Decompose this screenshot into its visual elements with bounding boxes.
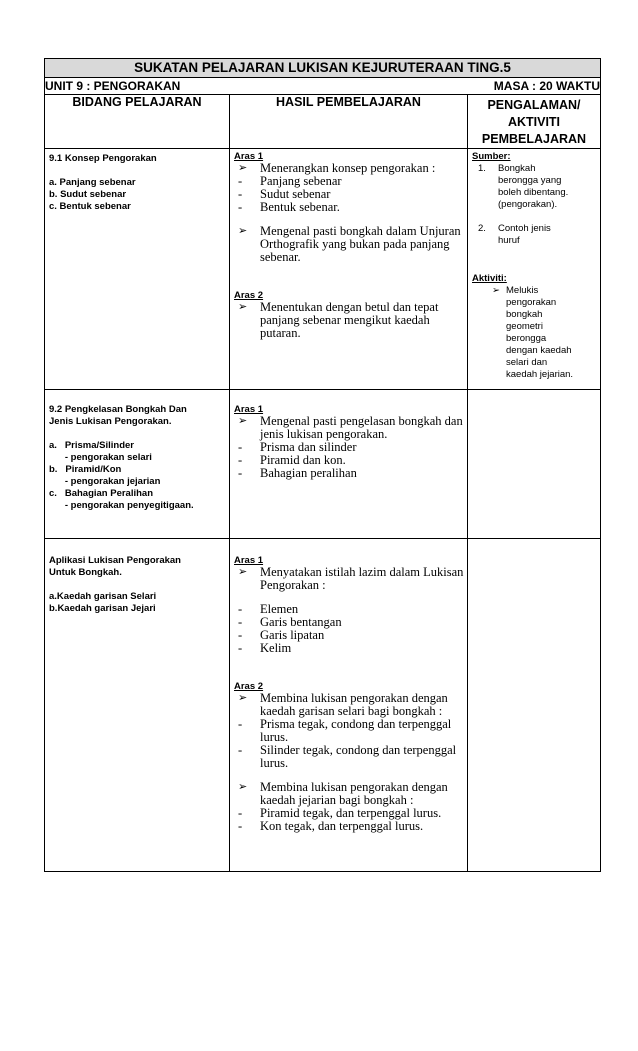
bidang-cell [45,390,230,539]
outcome-bullet [234,566,463,592]
pengalaman-cell [468,149,601,390]
dash-text: lurus. [260,756,289,770]
dash-text: Kon tegak, dan terpenggal lurus. [260,819,424,833]
dash-text: Kelim [260,641,292,655]
outcome-text: jenis lukisan pengorakan. [260,427,388,441]
outcome-dash-item: - Kon tegak, dan terpenggal lurus. [238,819,424,833]
bidang-item: a.Kaedah garisan Selari [49,591,157,602]
sumber-text: boleh dibentang. [498,187,569,198]
aras-label: Aras 1 [234,151,264,162]
outcome-text: kaedah jejarian bagi bongkah : [260,793,414,807]
bidang-title: Jenis Lukisan Pengorakan. [49,416,172,427]
bidang-item: b.Kaedah garisan Jejari [49,603,156,614]
pengalaman-cell [468,390,601,539]
outcome-text: Mengenal pasti bongkah dalam Unjuran [260,224,461,238]
aktiviti-item [476,285,596,381]
dash-text: Silinder tegak, condong dan terpenggal [260,743,457,757]
aktiviti-text: berongga [506,333,547,344]
bidang-item: c. Bentuk sebenar [49,201,131,212]
sumber-text: huruf [498,235,520,246]
item-number: 2. [478,223,486,234]
outcome-text: Orthografik yang bukan pada panjang [260,237,450,251]
dash-text: Sudut sebenar [260,187,331,201]
outcome-text: sebenar. [260,250,301,264]
table-row [45,539,601,872]
bidang-item: a. Prisma/Silinder [49,440,135,451]
bidang-item: - pengorakan jejarian [49,476,161,487]
outcome-text: Pengorakan : [260,578,326,592]
bidang-item: b. Sudut sebenar [49,189,127,200]
bidang-item: b. Piramid/Kon [49,464,122,475]
bidang-item: c. Bahagian Peralihan [49,488,154,499]
outcome-dash-item: - Prisma dan silinder [238,440,357,454]
unit-label: UNIT 9 : PENGORAKAN [45,78,468,95]
sumber-item [478,163,596,211]
hasil-cell [230,149,468,390]
sumber-text: berongga yang [498,175,562,186]
aktiviti-text: kaedah jejarian. [506,369,574,380]
sumber-text: (pengorakan). [498,199,558,210]
dash-text: Piramid dan kon. [260,453,346,467]
outcome-dash-item: - Silinder tegak, condong dan terpenggal lurus. [238,743,457,770]
bidang-item: a. Panjang sebenar [49,177,136,188]
arrowhead-bullet-icon: ➢ [238,225,248,237]
outcome-text: panjang sebenar mengikut kaedah [260,313,430,327]
aras-label: Aras 2 [234,681,264,692]
outcome-bullet [234,301,463,340]
header-bidang: BIDANG PELAJARAN [45,95,230,149]
aktiviti-text: pengorakan [506,297,557,308]
outcome-dash-item: - Bentuk sebenar. [238,200,340,214]
item-number: 1. [478,163,486,174]
unit-row [45,78,601,95]
outcome-dash-item: - Piramid tegak, dan terpenggal lurus. [238,806,442,820]
pengalaman-cell [468,539,601,872]
outcome-dash-item: - Sudut sebenar [238,187,331,201]
outcome-text: Menerangkan konsep pengorakan : [260,161,436,175]
dash-text: Elemen [260,602,299,616]
arrowhead-bullet-icon: ➢ [238,781,248,793]
aktiviti-text: Melukis [506,285,539,296]
outcome-dash-item: - Garis bentangan [238,615,342,629]
aktiviti-text: bongkah [506,309,543,320]
syllabus-sheet [44,58,600,872]
outcome-dash-item: - Panjang sebenar [238,174,342,188]
sumber-label: Sumber: [472,151,511,162]
arrowhead-bullet-icon: ➢ [238,301,248,313]
syllabus-table [44,58,601,872]
outcome-dash-item: - Bahagian peralihan [238,466,357,480]
arrowhead-bullet-icon: ➢ [492,285,500,296]
outcome-text: Menentukan dengan betul dan tepat [260,300,439,314]
bidang-title: 9.2 Pengkelasan Bongkah Dan [49,404,187,415]
header-pengalaman-line: PEMBELAJARAN [481,132,587,146]
aktiviti-label: Aktiviti: [472,273,507,284]
aras-label: Aras 1 [234,404,264,415]
duration-label: MASA : 20 WAKTU [468,78,601,95]
bidang-cell [45,149,230,390]
arrowhead-bullet-icon: ➢ [238,162,248,174]
outcome-bullet [234,692,463,718]
dash-text: Panjang sebenar [260,174,342,188]
aktiviti-text: selari dan [506,357,548,368]
dash-text: Piramid tegak, dan terpenggal lurus. [260,806,442,820]
dash-text: Prisma tegak, condong dan terpenggal [260,717,452,731]
aktiviti-text: dengan kaedah [506,345,572,356]
bidang-item: - pengorakan selari [49,452,152,463]
outcome-text: putaran. [260,326,301,340]
title-row [45,59,601,78]
hasil-cell [230,539,468,872]
arrowhead-bullet-icon: ➢ [238,692,248,704]
bidang-title: Aplikasi Lukisan Pengorakan [49,555,181,566]
dash-text: Prisma dan silinder [260,440,357,454]
dash-text: lurus. [260,730,289,744]
outcome-dash-item: - Garis lipatan [238,628,325,642]
sumber-item [478,223,596,247]
outcome-text: kaedah garisan selari bagi bongkah : [260,704,443,718]
header-pengalaman-line: AKTIVITI [507,115,561,129]
outcome-text: Membina lukisan pengorakan dengan [260,780,448,794]
arrowhead-bullet-icon: ➢ [238,566,248,578]
header-pengalaman [468,95,601,149]
outcome-text: Membina lukisan pengorakan dengan [260,691,448,705]
table-row [45,390,601,539]
bidang-title: 9.1 Konsep Pengorakan [49,153,157,164]
bidang-item: - pengorakan penyegitigaan. [49,500,194,511]
hasil-cell [230,390,468,539]
arrowhead-bullet-icon: ➢ [238,415,248,427]
document-title: SUKATAN PELAJARAN LUKISAN KEJURUTERAAN TING.5 [45,59,601,78]
header-hasil: HASIL PEMBELAJARAN [230,95,468,149]
column-header-row [45,95,601,149]
bidang-title: Untuk Bongkah. [49,567,122,578]
aras-label: Aras 2 [234,290,264,301]
outcome-bullet [234,225,463,264]
aktiviti-text: geometri [506,321,543,332]
outcome-dash-item: - Kelim [238,641,292,655]
dash-text: Garis lipatan [260,628,325,642]
header-pengalaman-line: PENGALAMAN/ [487,98,581,112]
dash-text: Bentuk sebenar. [260,200,340,214]
outcome-dash-item: - Prisma tegak, condong dan terpenggal lurus. [238,717,452,744]
dash-text: Garis bentangan [260,615,342,629]
outcome-text: Menyatakan istilah lazim dalam Lukisan [260,565,464,579]
bidang-cell [45,539,230,872]
outcome-bullet [234,415,463,441]
outcome-dash-item: - Piramid dan kon. [238,453,346,467]
sumber-text: Contoh jenis [498,223,551,234]
outcome-text: Mengenal pasti pengelasan bongkah dan [260,414,463,428]
aras-label: Aras 1 [234,555,264,566]
table-row [45,149,601,390]
outcome-bullet [234,781,463,807]
sumber-text: Bongkah [498,163,536,174]
outcome-dash-item: - Elemen [238,602,299,616]
dash-text: Bahagian peralihan [260,466,357,480]
